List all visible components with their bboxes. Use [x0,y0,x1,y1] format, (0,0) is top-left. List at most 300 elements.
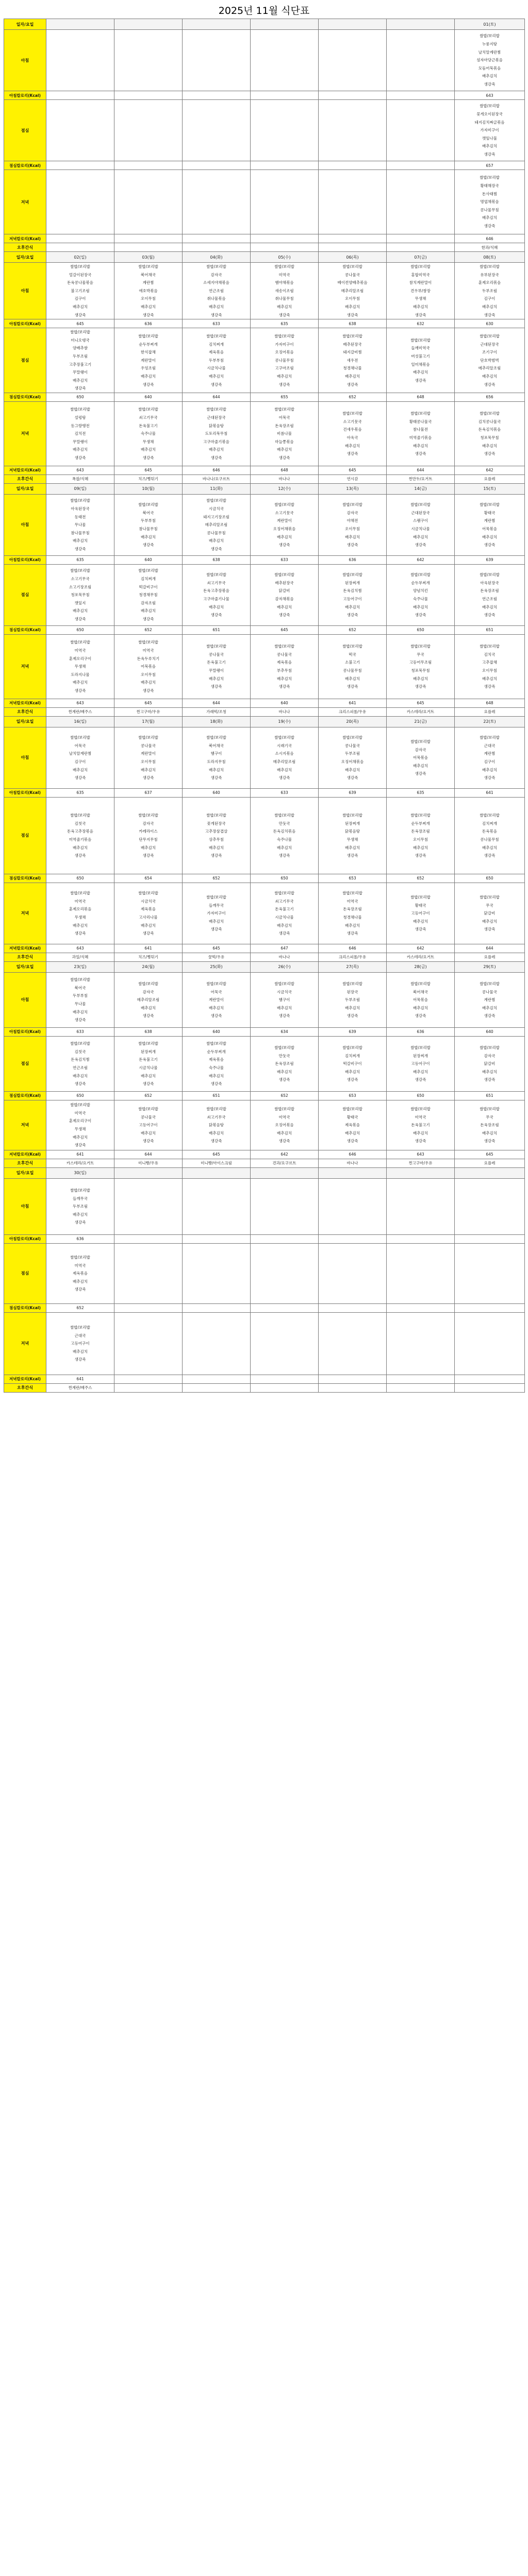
dinner-label: 저녁 [4,883,46,944]
kcal-value: 633 [251,555,319,564]
kcal-value: 652 [183,874,251,883]
breakfast-label: 아침 [4,1178,46,1234]
breakfast-cell [46,1178,114,1234]
menu-item: 콩나물무침 [480,207,499,212]
menu-item: 상추무침 [209,837,224,842]
breakfast-cell [455,263,525,319]
menu-item: 배추김치 [73,1349,88,1354]
menu-item: 돼지김치짜글볶음 [474,120,505,125]
menu-item: 연근조림 [482,596,497,601]
menu-item: 제육볶음 [277,660,292,665]
kcal-value: 638 [319,319,387,328]
dinner_kcal-row [4,699,525,707]
menu-item-list [387,1105,454,1145]
breakfast-cell [183,30,251,91]
menu-item: 메추리알조림 [341,288,364,293]
lunch-row [4,328,525,393]
lunch-row [4,797,525,874]
menu-item: 배추김치 [209,374,224,379]
menu-item: 배추김치 [345,374,360,379]
menu-item: 훈제오리구이 [69,656,92,661]
menu-item: 고사리나물 [139,914,158,920]
menu-item-list [251,980,318,1020]
breakfast-cell [319,494,387,555]
menu-item-list [251,889,318,938]
menu-item: 생강죽 [484,451,496,456]
menu-item: 쌀밥/보리밥 [206,981,226,986]
day-header [387,1167,455,1178]
menu-item: 돈육콩나물볶음 [67,280,93,285]
menu-item: 쌀밥/보리밥 [138,640,158,645]
menu-item: 배추김치 [413,304,428,309]
kcal-value: 644 [387,466,455,474]
menu-item: 쌀밥/보리밥 [274,502,294,507]
menu-item: 쌀밥/보리밥 [274,264,294,269]
menu-item: 김구이 [74,759,86,764]
menu-item: 감자국 [484,1053,496,1058]
menu-item: 배추김치 [277,1005,292,1010]
menu-item: 배추김치 [482,144,497,149]
menu-item: 쌀밥/보리밥 [274,1045,294,1050]
breakfast-cell [455,30,525,91]
menu-item: 생강죽 [484,81,496,87]
day-header: 23(일) [46,961,114,972]
menu-item: 베이컨양배추볶음 [337,280,368,285]
menu-item: 어묵볶음 [141,664,156,669]
menu-item: 생강죽 [484,1139,496,1144]
menu-item: 견우부/쌈장 [410,288,431,293]
menu-item: 돈육불고기 [139,423,158,428]
menu-item: 생강죽 [484,853,496,858]
menu-item: 생강죽 [346,451,358,456]
menu-item-list [455,410,524,458]
menu-item: 배추김치 [482,374,497,379]
kcal-value: 650 [387,625,455,634]
lunch-label: 점심 [4,797,46,874]
menu-item: 황태국 [415,903,426,908]
menu-item-list [319,1044,386,1084]
menu-item: 계란말이 [141,751,156,756]
dinner-cell [387,401,455,466]
menu-item: 미니오뎅국 [71,337,90,343]
menu-item: 근대국 [484,743,496,748]
lunch-cell [455,100,525,161]
kcal-value: 650 [46,1091,114,1100]
snack-value: 찐만두/요거트 [387,474,455,483]
week-header-row [4,961,525,972]
menu-item: 생강죽 [74,688,86,693]
lunch-cell [183,1243,251,1303]
menu-item: 미역국 [74,1263,86,1268]
kcal-value: 636 [319,555,387,564]
menu-item: 생강죽 [415,927,426,932]
menu-item: 콩나물무침 [275,358,294,363]
menu-item: 소고기무국 [71,576,90,581]
lunch-cell [251,797,319,874]
menu-item: 생강죽 [346,853,358,858]
menu-item: 순두부찌개 [411,580,430,585]
kcal-value: 650 [251,874,319,883]
menu-item: 배추김치 [413,534,428,539]
lunch_kcal-row [4,874,525,883]
dinner-cell [455,401,525,466]
menu-item: 생강죽 [74,455,86,460]
day-header: 17(월) [114,716,183,727]
meal-table-body [4,19,525,1393]
menu-item: 쌀밥/보리밥 [274,813,294,818]
date-day-label: 일자/요일 [4,19,46,30]
menu-item: 된장찌개 [141,1049,156,1054]
snack-value [114,243,183,252]
menu-item: 김치전 [74,431,86,436]
menu-item: 배추김치 [73,608,88,614]
menu-item: 생강죽 [74,853,86,858]
menu-item-list [251,405,318,462]
day-header: 10(월) [114,483,183,494]
menu-item: 배추김치 [141,447,156,452]
menu-item: 떡갈비구이 [343,1061,362,1066]
menu-item: 생강죽 [346,312,358,317]
menu-item-list [251,1105,318,1145]
menu-item: 제육볶음 [345,1123,360,1128]
menu-item: 미역줄기볶음 [69,837,92,842]
menu-item: 무생채 [74,664,86,669]
kcal-value: 645 [114,699,183,707]
breakfast-cell [455,1178,525,1234]
menu-item: 돈육김치볶음 [273,829,296,834]
menu-item: 생강죽 [415,1139,426,1144]
menu-item-list [455,1105,524,1145]
menu-item: 생강죽 [278,1013,290,1019]
lunch-row [4,564,525,625]
snack-row [4,953,525,961]
lunch_kcal-label: 점심칼로리(Kcal) [4,1091,46,1100]
menu-item: 김구이 [74,296,86,301]
menu-item: 숙주나물 [141,431,156,436]
menu-item: 배추김치 [73,1134,88,1140]
menu-item: 생강죽 [484,775,496,781]
menu-item: 메추리알조림 [205,522,228,528]
menu-item-list [183,734,250,782]
lunch-cell [319,797,387,874]
breakfast_kcal-label: 아침칼로리(Kcal) [4,319,46,328]
kcal-value: 641 [319,699,387,707]
snack-value: 요플레 [455,707,525,716]
snack-value: 바나나 [251,474,319,483]
menu-item: 배추김치 [277,1069,292,1074]
kcal-value: 651 [455,625,525,634]
menu-item: 쌀밥/보리밥 [70,568,90,573]
menu-item: 돈육장조림 [343,907,362,912]
menu-item: 생강죽 [142,1081,154,1087]
menu-item: 아욱국 [346,435,358,440]
kcal-value [114,161,183,170]
day-header: 03(월) [114,252,183,263]
menu-item: 쌀밥/보리밥 [138,891,158,896]
kcal-value [319,234,387,243]
menu-item: 부추무침 [277,668,292,673]
breakfast_kcal-label: 아침칼로리(Kcal) [4,555,46,564]
menu-item-list [114,638,182,694]
dinner-label: 저녁 [4,634,46,699]
kcal-value: 651 [183,1091,251,1100]
menu-item: 도라지나물 [71,672,90,677]
menu-item-list [114,1040,182,1088]
menu-item: 무나물 [74,1001,86,1006]
menu-item: 생강죽 [484,684,496,689]
menu-item: 쌀밥/보리밥 [410,264,431,269]
week-header-row [4,483,525,494]
menu-item: 쌀밥/보리밥 [70,498,90,503]
dinner_kcal-row [4,1150,525,1159]
menu-item: 동그랑땡전 [71,423,90,428]
lunch-cell [114,564,183,625]
menu-item: 닭볶음탕 [209,1123,224,1128]
menu-item-list [455,571,524,619]
kcal-value [251,1234,319,1243]
menu-item-list [183,405,250,462]
lunch-cell [387,797,455,874]
menu-item: 콩나물국 [345,272,360,277]
kcal-value: 655 [251,393,319,401]
menu-item: 생강죽 [278,1139,290,1144]
menu-item: 배추김치 [277,767,292,772]
dinner_kcal-label: 저녁칼로리(Kcal) [4,234,46,243]
menu-item: 쌀밥/보리밥 [410,1045,431,1050]
menu-item: 배추김치 [277,1130,292,1136]
kcal-value: 635 [387,788,455,797]
breakfast-cell [114,972,183,1027]
kcal-value: 643 [46,699,114,707]
snack-value: 찐고구마/우유 [387,1159,455,1167]
menu-item: 돼지고기장조림 [203,514,229,519]
day-header [183,1167,251,1178]
kcal-value: 639 [319,1027,387,1036]
snack-value: 찐계란/배주스 [46,707,114,716]
menu-item-list [251,332,318,388]
menu-item: 배추김치 [345,604,360,609]
menu-item-list [183,263,250,319]
breakfast-cell [46,30,114,91]
lunch-cell [46,328,114,393]
menu-item: 청포묵무침 [71,592,90,598]
breakfast-cell [114,1178,183,1234]
menu-item: 배추김치 [209,676,224,681]
dinner-cell [251,1312,319,1375]
menu-item-list [319,332,386,388]
menu-item-list [455,332,524,388]
menu-item: 무나물 [74,522,86,528]
dinner-cell [319,634,387,699]
menu-item: 김치찌개 [482,821,497,826]
snack-value [319,1383,387,1392]
snack-value: 바나나/요구르트 [183,474,251,483]
day-header: 11(화) [183,483,251,494]
kcal-value: 648 [455,699,525,707]
menu-item: 쌀밥/보리밥 [274,981,294,986]
menu-item: 무말랭이 [73,439,88,444]
dinner_kcal-row [4,944,525,953]
kcal-value [251,91,319,100]
lunch-label: 점심 [4,1243,46,1303]
kcal-value: 630 [455,319,525,328]
menu-item: 쇠고기무국 [139,415,158,420]
dinner-cell [251,401,319,466]
date-day-label: 일자/요일 [4,716,46,727]
kcal-value: 639 [319,788,387,797]
breakfast-cell [251,30,319,91]
menu-page [4,0,524,1398]
kcal-value: 650 [46,393,114,401]
menu-item: 생강죽 [484,927,496,932]
snack-value: 바나나 [251,953,319,961]
day-header: 07(금) [387,252,455,263]
kcal-value: 653 [319,1091,387,1100]
menu-item-list [455,263,524,319]
menu-item: 꽃게된장국 [207,821,226,826]
menu-item: 쌀밥/보리밥 [274,407,294,412]
menu-item: 무국 [417,652,424,657]
kcal-value: 657 [455,161,525,170]
day-header: 02(일) [46,252,114,263]
menu-item-list [183,811,250,860]
snack-label: 오후간식 [4,1159,46,1167]
menu-item: 날치알계란찜 [69,751,92,756]
dinner-cell [319,401,387,466]
breakfast-cell [183,972,251,1027]
kcal-value [455,1234,525,1243]
menu-item: 순두부찌개 [411,821,430,826]
kcal-value [319,1303,387,1312]
breakfast_kcal-label: 아침칼로리(Kcal) [4,788,46,797]
menu-item: 양배추쌈 [73,346,88,351]
menu-item: 훈제오리구이 [69,1118,92,1124]
menu-item: 숙주나물 [277,837,292,842]
dinner-cell [387,883,455,944]
menu-item: 배추김치 [141,767,156,772]
menu-item: 황태국 [484,510,496,515]
day-header [46,19,114,30]
menu-item: 계란말이 [209,997,224,1003]
kcal-value: 645 [183,944,251,953]
kcal-value: 633 [183,319,251,328]
menu-item: 청경채무침 [139,592,158,598]
kcal-value [387,91,455,100]
menu-item: 쌀밥/보리밥 [206,498,226,503]
dinner-cell [114,401,183,466]
menu-item: 어묵볶음 [413,755,428,760]
menu-item: 청포묵무침 [480,435,499,440]
day-header [251,19,319,30]
menu-item: 아욱된장국 [480,580,499,585]
menu-item: 생강죽 [74,1220,86,1225]
menu-item: 돈육김치찜 [71,1057,90,1062]
breakfast-cell [251,1178,319,1234]
menu-item: 배추김치 [73,304,88,309]
menu-item: 닭갈비 [484,1061,496,1066]
menu-item-list [455,1044,524,1084]
menu-item: 생강죽 [74,386,86,391]
menu-item: 배추김치 [73,447,88,452]
lunch-cell [114,328,183,393]
menu-item-list [114,405,182,462]
kcal-value [387,161,455,170]
dinner-cell [319,883,387,944]
menu-item: 배추김치 [482,767,497,772]
week-header-row [4,716,525,727]
menu-item: 햄야채볶음 [275,280,294,285]
breakfast-cell [387,263,455,319]
menu-item-list [455,174,524,230]
menu-item: 쌀밥/보리밥 [480,104,500,109]
menu-item: 감자국 [346,510,358,515]
menu-item: 쌀밥/보리밥 [138,333,158,338]
dinner-cell [114,1100,183,1150]
breakfast-cell [387,494,455,555]
kcal-value [183,1375,251,1383]
menu-item: 쌀밥/보리밥 [480,502,500,507]
day-header: 01(토) [455,19,525,30]
menu-item: 배추김치 [209,845,224,850]
menu-item: 생강죽 [346,1139,358,1144]
menu-item: 오징어채볶음 [341,759,364,764]
breakfast-cell [455,727,525,788]
menu-item: 단호박범벅 [480,358,499,363]
kcal-value [319,161,387,170]
menu-item: 쌀밥/보리밥 [410,981,431,986]
menu-item: 생강죽 [210,1081,222,1087]
menu-item: 쌀밥/보리밥 [70,1188,90,1193]
menu-item: 쌀밥/보리밥 [138,813,158,818]
menu-item: 쌀밥/보리밥 [342,813,362,818]
menu-item: 쌀밥/보리밥 [138,735,158,740]
menu-item-list [319,889,386,938]
menu-item: 배추김치 [482,443,497,448]
menu-item: 생강죽 [484,613,496,618]
menu-item: 배추김치 [413,919,428,924]
breakfast-label: 아침 [4,263,46,319]
lunch-cell [455,328,525,393]
kcal-value [183,161,251,170]
menu-item-list [46,638,114,694]
menu-item: 순두부찌개 [207,1049,226,1054]
menu-item-list [46,976,114,1024]
menu-item: 고등어구이 [411,911,430,916]
lunch_kcal-row [4,625,525,634]
lunch-cell [455,1243,525,1303]
breakfast_kcal-row [4,91,525,100]
snack-label: 오후간식 [4,1383,46,1392]
menu-item-list [183,1105,250,1145]
menu-item: 쌀밥/보리밥 [274,735,294,740]
dinner-cell [387,634,455,699]
menu-item: 배추김치 [73,845,88,850]
kcal-value [251,1303,319,1312]
menu-item: 가자미구이 [207,911,226,916]
menu-item: 들깨무국 [73,1196,88,1201]
menu-item: 배추김치 [345,1069,360,1074]
menu-item: 쌀밥/보리밥 [342,264,362,269]
kcal-value: 646 [319,944,387,953]
menu-item: 생강죽 [278,684,290,689]
lunch-cell [251,328,319,393]
kcal-value [46,91,114,100]
menu-item: 쌀밥/보리밥 [480,411,500,416]
snack-row [4,707,525,716]
meal-table [4,19,525,1393]
snack-value [114,1383,183,1392]
menu-item-list [387,738,454,778]
